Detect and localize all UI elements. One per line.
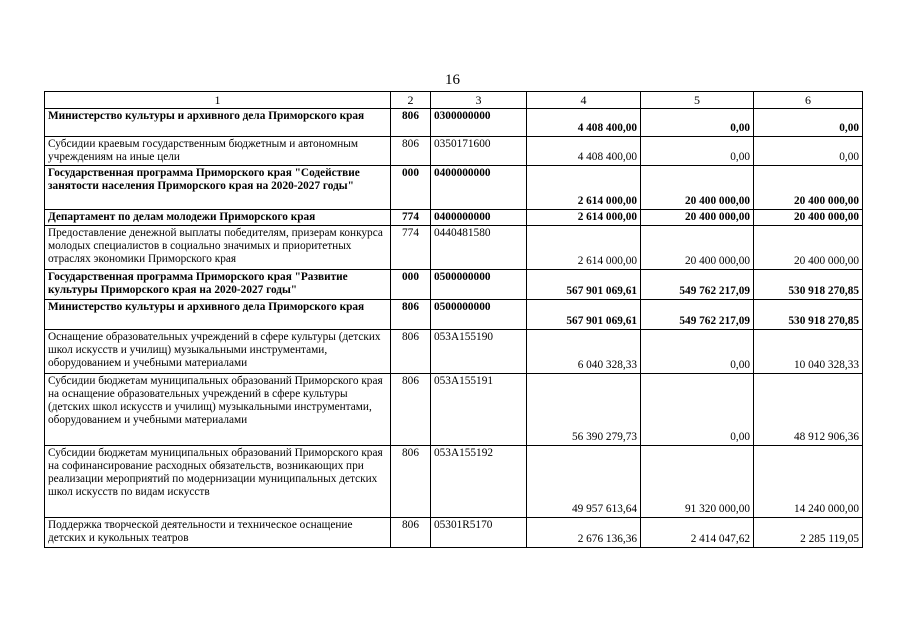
row-article-cell: 0500000000 — [431, 270, 527, 300]
row-value-col6: 2 285 119,05 — [754, 518, 863, 548]
table-row — [45, 210, 863, 226]
row-value-col4: 2 614 000,00 — [527, 226, 641, 270]
row-article-cell: 0400000000 — [431, 210, 527, 226]
row-article-cell: 0500000000 — [431, 300, 527, 330]
row-value-col5: 91 320 000,00 — [641, 446, 754, 518]
row-value-col5: 0,00 — [641, 137, 754, 166]
row-article-cell: 053A155190 — [431, 330, 527, 374]
row-name-cell: Государственная программа Приморского края "Развитие культуры Приморского края на 2020-2027 годы" — [45, 270, 391, 300]
row-value-col6: 530 918 270,85 — [754, 300, 863, 330]
row-article-cell: 05301R5170 — [431, 518, 527, 548]
header-cell: 5 — [641, 92, 754, 109]
row-article-cell: 053A155192 — [431, 446, 527, 518]
row-code-cell: 000 — [391, 166, 431, 210]
row-value-col5: 20 400 000,00 — [641, 166, 754, 210]
table-row — [45, 300, 863, 330]
row-value-col5: 20 400 000,00 — [641, 226, 754, 270]
row-value-col5: 2 414 047,62 — [641, 518, 754, 548]
row-value-col6: 14 240 000,00 — [754, 446, 863, 518]
row-name-cell: Департамент по делам молодежи Приморского края — [45, 210, 391, 226]
row-article-cell: 0350171600 — [431, 137, 527, 166]
row-code-cell: 806 — [391, 518, 431, 548]
row-name-cell: Субсидии бюджетам муниципальных образований Приморского края на софинансирование расходных обязательств, возникающих при реализации мероприятий по модернизации муниципальных детских школ искусств по видам искусств — [45, 446, 391, 518]
table-row — [45, 446, 863, 518]
row-value-col5: 0,00 — [641, 109, 754, 137]
row-value-col6: 20 400 000,00 — [754, 226, 863, 270]
row-value-col5: 0,00 — [641, 374, 754, 446]
row-value-col4: 2 676 136,36 — [527, 518, 641, 548]
row-value-col4: 4 408 400,00 — [527, 137, 641, 166]
row-name-cell: Субсидии краевым государственным бюджетным и автономным учреждениям на иные цели — [45, 137, 391, 166]
row-code-cell: 806 — [391, 109, 431, 137]
row-value-col4: 6 040 328,33 — [527, 330, 641, 374]
row-code-cell: 806 — [391, 446, 431, 518]
row-value-col4: 49 957 613,64 — [527, 446, 641, 518]
table-row — [45, 270, 863, 300]
row-value-col5: 549 762 217,09 — [641, 300, 754, 330]
row-value-col6: 0,00 — [754, 109, 863, 137]
table-row — [45, 330, 863, 374]
row-value-col4: 2 614 000,00 — [527, 166, 641, 210]
table-row — [45, 109, 863, 137]
header-cell: 3 — [431, 92, 527, 109]
row-value-col6: 20 400 000,00 — [754, 210, 863, 226]
row-value-col6: 20 400 000,00 — [754, 166, 863, 210]
row-value-col4: 567 901 069,61 — [527, 270, 641, 300]
row-code-cell: 806 — [391, 330, 431, 374]
row-name-cell: Государственная программа Приморского края "Содействие занятости населения Приморского края на 2020-2027 годы" — [45, 166, 391, 210]
row-name-cell: Поддержка творческой деятельности и техническое оснащение детских и кукольных театров — [45, 518, 391, 548]
row-code-cell: 806 — [391, 300, 431, 330]
row-value-col4: 2 614 000,00 — [527, 210, 641, 226]
row-code-cell: 806 — [391, 137, 431, 166]
header-cell: 1 — [45, 92, 391, 109]
row-article-cell: 0300000000 — [431, 109, 527, 137]
table-row — [45, 374, 863, 446]
table-row — [45, 166, 863, 210]
header-cell: 4 — [527, 92, 641, 109]
row-name-cell: Предоставление денежной выплаты победителям, призерам конкурса молодых специалистов в социально значимых и приоритетных отраслях экономики Приморского края — [45, 226, 391, 270]
row-value-col5: 0,00 — [641, 330, 754, 374]
header-cell: 2 — [391, 92, 431, 109]
row-value-col5: 549 762 217,09 — [641, 270, 754, 300]
row-code-cell: 774 — [391, 210, 431, 226]
table-row — [45, 226, 863, 270]
row-value-col4: 567 901 069,61 — [527, 300, 641, 330]
row-code-cell: 000 — [391, 270, 431, 300]
row-name-cell: Субсидии бюджетам муниципальных образований Приморского края на оснащение образовательных учреждений в сфере культуры (детских школ искусств и училищ) музыкальными инструментами, оборудованием и учебными материалами — [45, 374, 391, 446]
row-article-cell: 053A155191 — [431, 374, 527, 446]
row-article-cell: 0400000000 — [431, 166, 527, 210]
row-name-cell: Министерство культуры и архивного дела Приморского края — [45, 109, 391, 137]
row-value-col5: 20 400 000,00 — [641, 210, 754, 226]
header-cell: 6 — [754, 92, 863, 109]
row-value-col4: 56 390 279,73 — [527, 374, 641, 446]
row-value-col6: 530 918 270,85 — [754, 270, 863, 300]
row-article-cell: 0440481580 — [431, 226, 527, 270]
row-code-cell: 806 — [391, 374, 431, 446]
header-row — [45, 92, 863, 109]
row-value-col4: 4 408 400,00 — [527, 109, 641, 137]
row-value-col6: 10 040 328,33 — [754, 330, 863, 374]
table-row — [45, 137, 863, 166]
page-number: 16 — [445, 72, 460, 88]
row-name-cell: Министерство культуры и архивного дела Приморского края — [45, 300, 391, 330]
budget-table — [44, 91, 863, 548]
row-name-cell: Оснащение образовательных учреждений в сфере культуры (детских школ искусств и училищ) музыкальными инструментами, оборудованием и учебными материалами — [45, 330, 391, 374]
row-value-col6: 48 912 906,36 — [754, 374, 863, 446]
table-row — [45, 518, 863, 548]
row-value-col6: 0,00 — [754, 137, 863, 166]
row-code-cell: 774 — [391, 226, 431, 270]
